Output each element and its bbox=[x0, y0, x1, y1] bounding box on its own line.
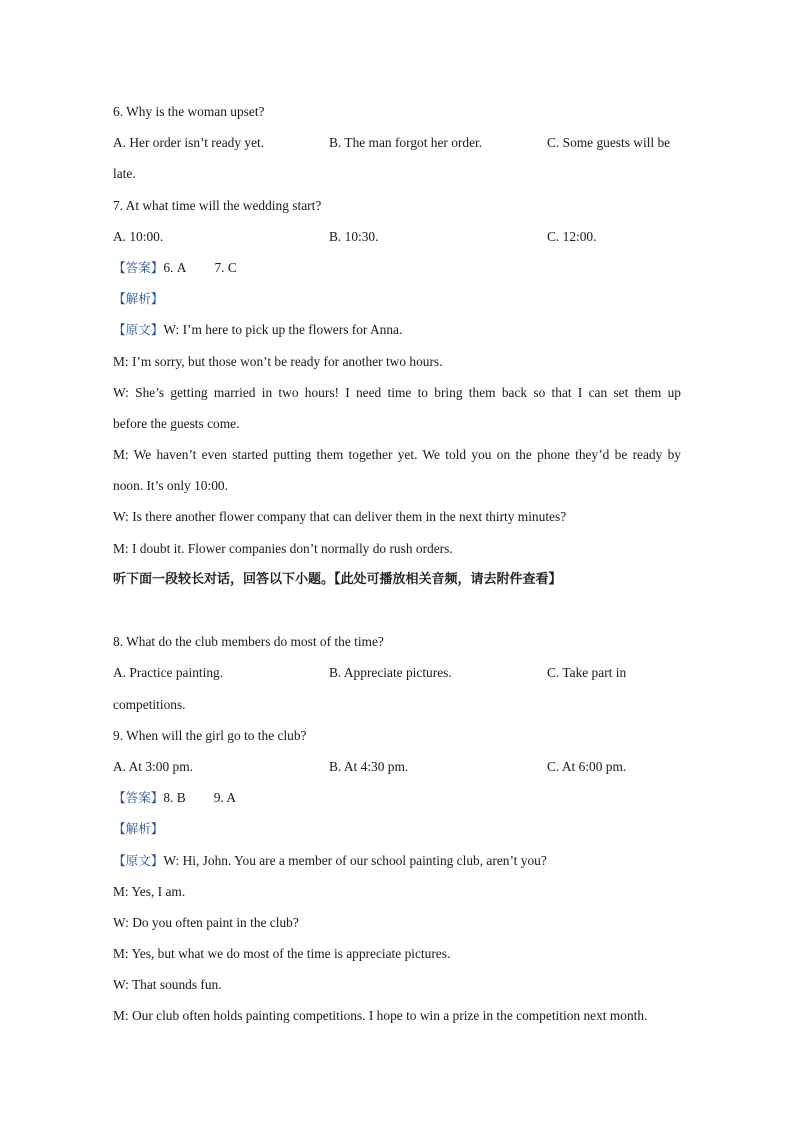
q8-option-c-wrap: competitions. bbox=[113, 696, 186, 712]
transcript-tag: 【原文】 bbox=[113, 322, 164, 338]
transcript-2-line-3: W: Do you often paint in the club? bbox=[113, 914, 299, 930]
transcript-1-line-4a bbox=[113, 443, 681, 474]
transcript-1-line-3a bbox=[113, 381, 681, 412]
q9-option-c: C. At 6:00 pm. bbox=[547, 758, 627, 774]
transcript-1-line-3b: before the guests come. bbox=[113, 415, 240, 431]
q6-option-b: B. The man forgot her order. bbox=[329, 135, 483, 151]
transcript-2-text-1: W: Hi, John. You are a member of our school painting club, aren’t you? bbox=[163, 852, 547, 868]
question-7: 7. At what time will the wedding start? bbox=[113, 197, 322, 213]
q7-option-b: B. 10:30. bbox=[329, 228, 379, 244]
q9-option-b: B. At 4:30 pm. bbox=[329, 758, 409, 774]
transcript-1-text-4a: M: We haven’t even started putting them together yet. We told you on the phone they’d be ready by bbox=[113, 447, 681, 463]
transcript-1-line-5: W: Is there another flower company that can deliver them in the next thirty minutes? bbox=[113, 509, 567, 525]
answer-row-2 bbox=[113, 786, 681, 817]
q7-option-a: A. 10:00. bbox=[113, 228, 164, 244]
q9-option-a: A. At 3:00 pm. bbox=[113, 758, 193, 774]
q6-option-c-wrap: late. bbox=[113, 166, 136, 182]
transcript-1-line-2: M: I’m sorry, but those won’t be ready for another two hours. bbox=[113, 353, 443, 369]
transcript-2-line-1 bbox=[113, 849, 681, 880]
question-7-options bbox=[113, 225, 681, 256]
transcript-2-line-2: M: Yes, I am. bbox=[113, 883, 186, 899]
question-9-options bbox=[113, 755, 681, 786]
q7-option-c: C. 12:00. bbox=[547, 228, 597, 244]
analysis-tag: 【解析】 bbox=[113, 821, 164, 837]
q6-option-c: C. Some guests will be bbox=[547, 135, 671, 151]
transcript-1-line-4b: noon. It’s only 10:00. bbox=[113, 478, 228, 494]
analysis-row-1 bbox=[113, 287, 681, 318]
answer-7: 7. C bbox=[214, 259, 237, 275]
question-9: 9. When will the girl go to the club? bbox=[113, 727, 307, 743]
question-6: 6. Why is the woman upset? bbox=[113, 104, 265, 119]
question-8-options bbox=[113, 661, 681, 692]
transcript-1-text-1: W: I’m here to pick up the flowers for Anna. bbox=[163, 322, 403, 338]
answer-tag: 【答案】 bbox=[113, 790, 164, 806]
q6-option-a: A. Her order isn’t ready yet. bbox=[113, 135, 265, 151]
answer-6: 6. A bbox=[163, 259, 187, 275]
analysis-tag: 【解析】 bbox=[113, 291, 164, 307]
answer-9: 9. A bbox=[213, 790, 237, 806]
answer-8: 8. B bbox=[163, 790, 186, 806]
transcript-2-line-5: W: That sounds fun. bbox=[113, 977, 222, 993]
transcript-2-line-4: M: Yes, but what we do most of the time is appreciate pictures. bbox=[113, 946, 451, 962]
analysis-row-2 bbox=[113, 817, 681, 848]
transcript-1-line-1 bbox=[113, 318, 681, 349]
document-page bbox=[113, 100, 681, 1036]
transcript-2-line-6: M: Our club often holds painting competitions. I hope to win a prize in the competition next month. bbox=[113, 1008, 648, 1024]
listening-instruction: 听下面一段较长对话，回答以下小题。【此处可播放相关音频，请去附件查看】 bbox=[113, 571, 562, 587]
q8-option-b: B. Appreciate pictures. bbox=[329, 665, 452, 681]
question-8: 8. What do the club members do most of the time? bbox=[113, 634, 384, 650]
transcript-1-text-3a: W: She’s getting married in two hours! I need time to bring them back so that I can set them up bbox=[113, 384, 681, 400]
q8-option-a: A. Practice painting. bbox=[113, 665, 224, 681]
question-6-options bbox=[113, 131, 681, 162]
answer-row-1 bbox=[113, 256, 681, 287]
transcript-1-line-6: M: I doubt it. Flower companies don’t normally do rush orders. bbox=[113, 540, 453, 556]
answer-tag: 【答案】 bbox=[113, 259, 164, 275]
spacer bbox=[113, 599, 681, 630]
q8-option-c: C. Take part in bbox=[547, 665, 627, 681]
transcript-tag: 【原文】 bbox=[113, 852, 164, 868]
